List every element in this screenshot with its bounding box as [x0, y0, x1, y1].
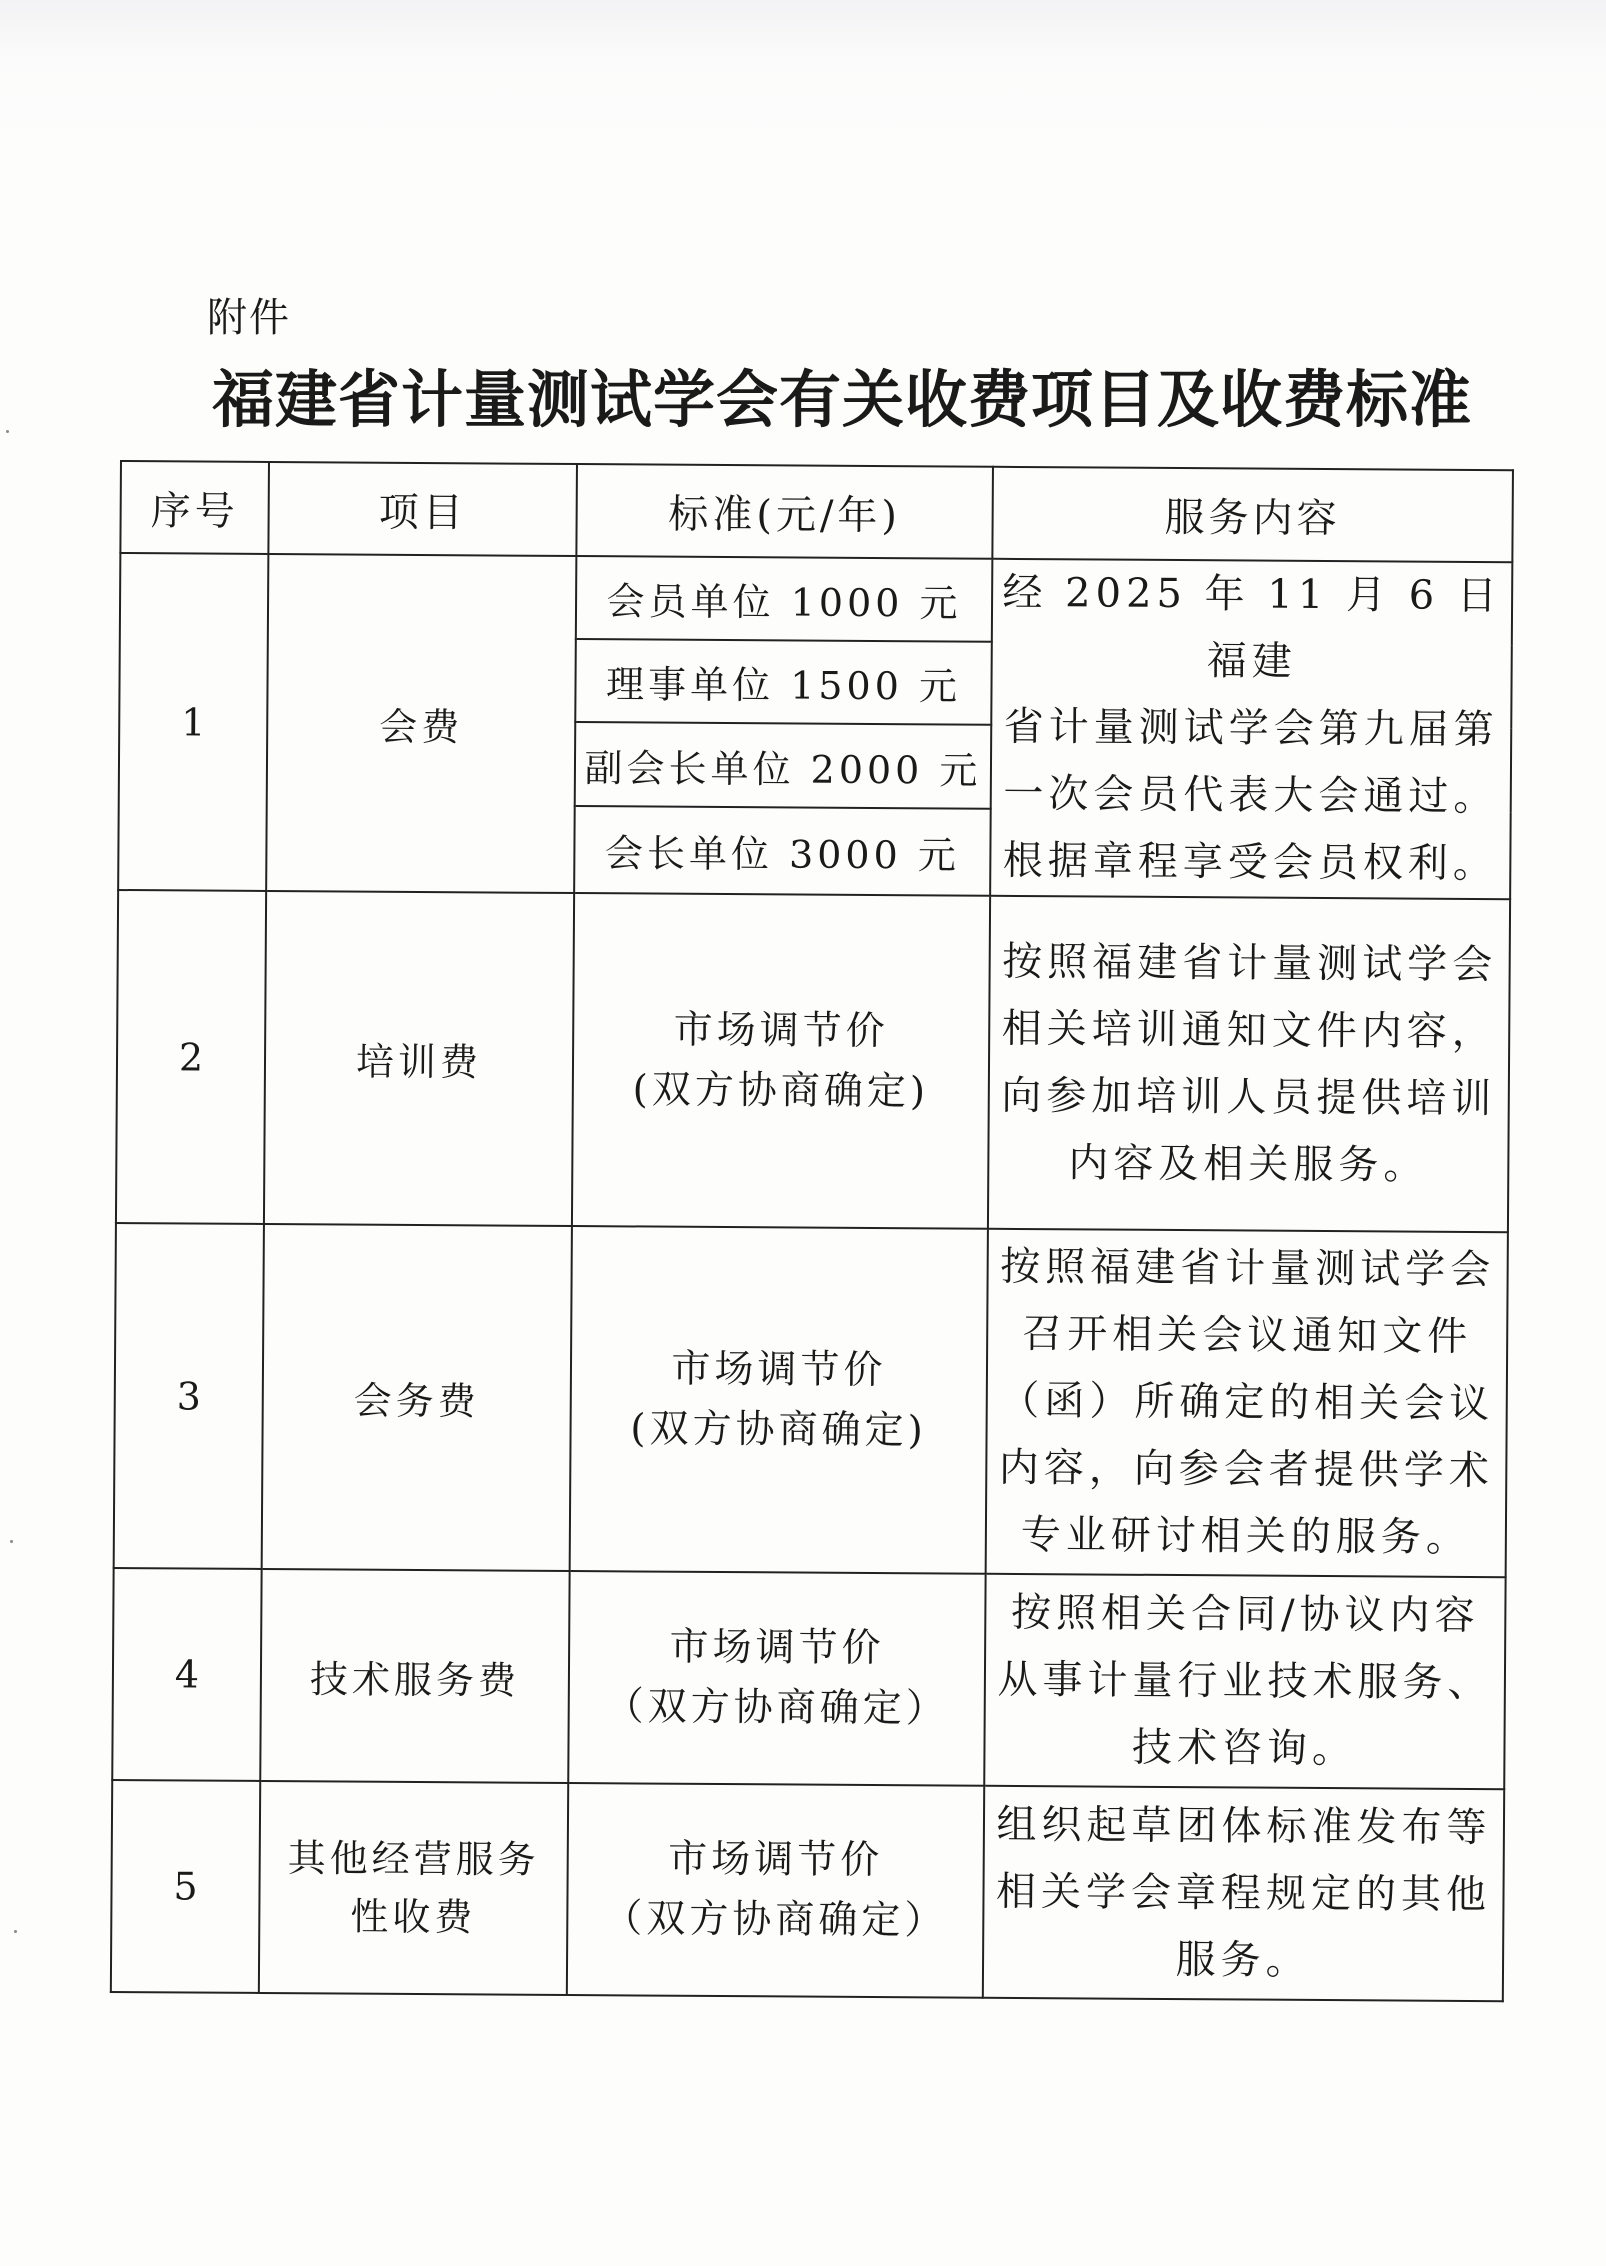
table-header-row	[120, 461, 1513, 562]
row-service	[988, 896, 1510, 1232]
service-line: 技术咨询。	[1131, 1724, 1358, 1772]
row-seq: 1	[118, 553, 268, 891]
table-row	[114, 1223, 1508, 1577]
service-line: 经 2025 年 11 月 6 日福建	[1002, 569, 1502, 685]
standard-line: (双方协商确定)	[632, 1066, 930, 1114]
row-service	[986, 1229, 1508, 1577]
row-service	[984, 1574, 1505, 1789]
fee-level-president: 会长单位 3000 元	[574, 806, 991, 896]
service-line: 按照相关合同/协议内容	[1010, 1589, 1480, 1639]
standard-line: （双方协商确定）	[603, 1896, 948, 1944]
row-item	[259, 1781, 568, 1995]
row-item: 培训费	[264, 891, 574, 1226]
attachment-label: 附件	[207, 295, 291, 341]
row-seq: 2	[116, 890, 266, 1224]
standard-line: （双方协商确定）	[604, 1684, 949, 1732]
service-line: 按照福建省计量测试学会	[1002, 938, 1498, 988]
service-line: 专业研讨相关的服务。	[1020, 1511, 1472, 1561]
row-service	[983, 1786, 1504, 2001]
fee-level-director: 理事单位 1500 元	[575, 639, 992, 725]
service-line: 相关学会章程规定的其他	[995, 1868, 1492, 1918]
item-line: 其他经营服务	[287, 1836, 540, 1882]
fee-level-vice-president: 副会长单位 2000 元	[575, 722, 992, 808]
header-standard: 标准(元/年)	[576, 464, 993, 559]
service-line: 省计量测试学会第九届第	[1003, 703, 1499, 754]
scan-speck	[6, 430, 9, 433]
scan-speck	[10, 1540, 13, 1543]
row-item: 会务费	[262, 1224, 572, 1571]
standard-line: 市场调节价	[669, 1624, 885, 1672]
row-seq: 3	[114, 1223, 264, 1569]
standard-line: 市场调节价	[668, 1836, 884, 1884]
standard-line: 市场调节价	[673, 1007, 889, 1054]
row-seq: 5	[111, 1780, 260, 1993]
service-line: 相关培训通知文件内容，	[1001, 1005, 1497, 1055]
header-service: 服务内容	[992, 467, 1513, 562]
service-line: 向参加培训人员提供培训	[1001, 1072, 1497, 1122]
standard-line: 市场调节价	[671, 1346, 887, 1393]
service-line: 一次会员代表大会通过。	[1003, 770, 1499, 821]
standard-line: (双方协商确定)	[630, 1405, 927, 1453]
fee-standards-table	[110, 460, 1514, 2002]
row-standard	[568, 1571, 985, 1786]
row-item: 技术服务费	[260, 1569, 569, 1783]
header-seq: 序号	[120, 461, 269, 554]
service-line: 按照福建省计量测试学会	[1000, 1243, 1496, 1294]
table-row	[116, 890, 1510, 1232]
table-row	[112, 1568, 1505, 1789]
service-line: 内容，向参会者提供学术	[998, 1444, 1494, 1495]
service-line: （函）所确定的相关会议	[999, 1377, 1495, 1428]
service-line: 组织起草团体标准发布等	[996, 1801, 1492, 1851]
header-item: 项目	[268, 462, 577, 556]
document-title: 福建省计量测试学会有关收费项目及收费标准	[212, 363, 1473, 436]
fee-level-member: 会员单位 1000 元	[576, 556, 993, 642]
service-line: 内容及相关服务。	[1068, 1139, 1429, 1189]
service-line: 召开相关会议通知文件	[1022, 1311, 1473, 1360]
row-standard	[572, 893, 990, 1229]
service-line: 从事计量行业技术服务、	[997, 1656, 1493, 1706]
service-line: 根据章程享受会员权利。	[1002, 837, 1499, 888]
table-row	[120, 553, 1513, 645]
row-standard	[570, 1226, 988, 1574]
row-service	[990, 559, 1512, 899]
scan-speck	[14, 1930, 17, 1933]
item-line: 性收费	[350, 1894, 477, 1940]
row-seq: 4	[112, 1568, 261, 1781]
row-standard	[567, 1783, 984, 1998]
table-row	[111, 1780, 1504, 2001]
service-line: 服务。	[1175, 1936, 1311, 1984]
row-item: 会费	[266, 554, 576, 893]
